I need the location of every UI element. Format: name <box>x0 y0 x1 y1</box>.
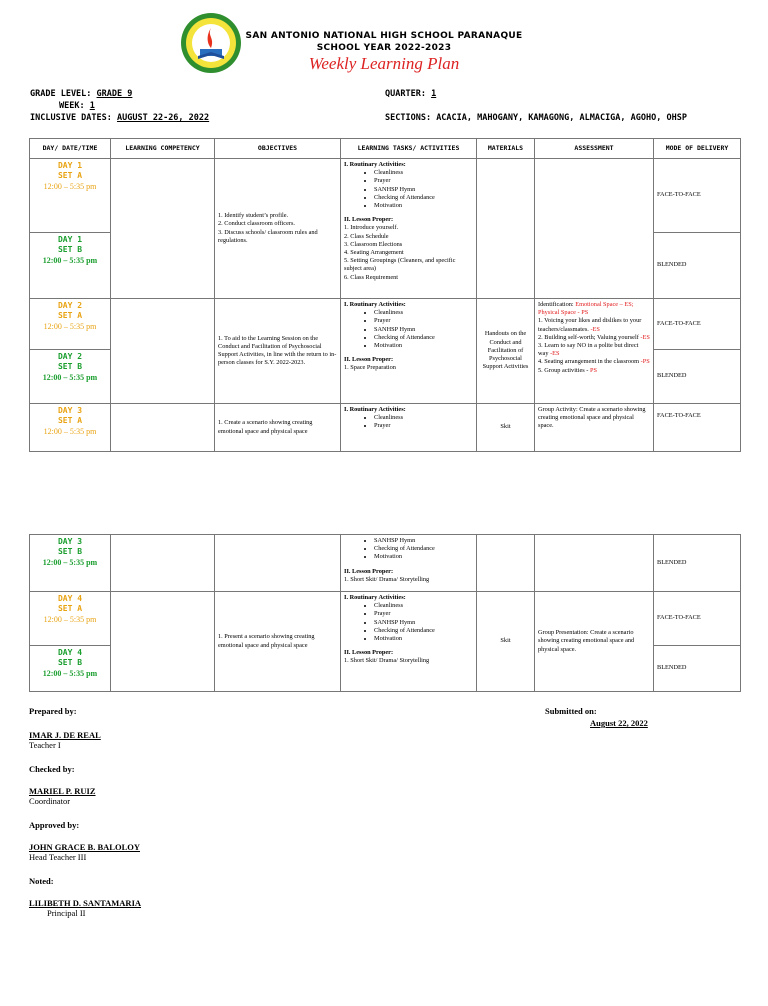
grade-level: GRADE LEVEL: GRADE 9 <box>30 89 133 99</box>
col-header-objectives: OBJECTIVES <box>215 139 341 159</box>
mode-cell: FACE-TO-FACE <box>654 159 741 233</box>
noted-signatory: LILIBETH D. SANTAMARIA Principal II <box>29 898 142 918</box>
competency-cell <box>111 159 215 299</box>
approved-by: Approved by: <box>29 820 80 830</box>
table-row <box>30 535 741 592</box>
mode-cell: BLENDED <box>654 646 741 692</box>
assessment-cell <box>535 535 654 592</box>
tasks-cell: I. Routinary Activities: • Cleanliness • Prayer • SANHSP Hymn • Checking of Attendance • Motivation II. Lesson Proper: 1. Short Skit/ Drama/ Storytelling <box>341 592 477 692</box>
list-item: • SANHSP Hymn <box>374 537 473 545</box>
competency-cell <box>111 299 215 404</box>
noted-by: Noted: <box>29 876 54 886</box>
materials-cell: Handouts on the Conduct and Facilitation of Psychosocial Support Activities <box>477 299 535 404</box>
checked-by: Checked by: <box>29 764 75 774</box>
sections: SECTIONS: ACACIA, MAHOGANY, KAMAGONG, ALMACIGA, AGOHO, OHSP <box>385 113 687 123</box>
competency-cell <box>111 535 215 592</box>
list-item: • Cleanliness <box>374 414 473 422</box>
materials-cell <box>477 159 535 299</box>
quarter: QUARTER: 1 <box>385 89 437 99</box>
competency-cell <box>111 404 215 452</box>
list-item: • Cleanliness <box>374 602 473 610</box>
day-cell-2a: DAY 2 SET A 12:00 – 5:35 pm <box>30 299 111 350</box>
table-row <box>30 404 741 452</box>
list-item: • Checking of Attendance <box>374 334 473 342</box>
tasks-cell: I. Routinary Activities: • Cleanliness • Prayer • SANHSP Hymn • Checking of Attendance • Motivation II. Lesson Proper: 1. Space Preparation <box>341 299 477 404</box>
col-header-competency: LEARNING COMPETENCY <box>111 139 215 159</box>
table-row <box>30 159 741 233</box>
list-item: • Cleanliness <box>374 309 473 317</box>
materials-cell: Skit <box>477 592 535 692</box>
list-item: • SANHSP Hymn <box>374 186 473 194</box>
weekly-plan-table <box>29 138 741 452</box>
list-item: • Prayer <box>374 177 473 185</box>
list-item: • Motivation <box>374 553 473 561</box>
approved-signatory: JOHN GRACE B. BALOLOY Head Teacher III <box>29 842 140 862</box>
objectives-cell: 1. Present a scenario showing creating emotional space and physical space <box>215 592 341 692</box>
col-header-materials: MATERIALS <box>477 139 535 159</box>
day-cell-4b: DAY 4 SET B 12:00 – 5:35 pm <box>30 646 111 692</box>
submitted-date: August 22, 2022 <box>590 718 648 728</box>
list-item: • Prayer <box>374 610 473 618</box>
submitted-on: Submitted on: <box>545 706 597 716</box>
col-header-day: DAY/ DATE/TIME <box>30 139 111 159</box>
assessment-cell: Group Presentation: Create a scenario showing creating emotional space and physical space. <box>535 592 654 692</box>
objectives-cell: 1. Identify student’s profile. 2. Conduct classroom officers. 3. Discuss schools/ classroom rules and regulations. <box>215 159 341 299</box>
mode-cell: BLENDED <box>654 350 741 404</box>
table-row <box>30 299 741 350</box>
school-year: SCHOOL YEAR 2022-2023 <box>316 43 452 53</box>
assessment-cell: Group Activity: Create a scenario showing creating emotional space and physical space. <box>535 404 654 452</box>
day-cell-1b: DAY 1 SET B 12:00 – 5:35 pm <box>30 233 111 299</box>
day-cell-1a: DAY 1 SET A 12:00 – 5:35 pm <box>30 159 111 233</box>
mode-cell: BLENDED <box>654 233 741 299</box>
school-name: SAN ANTONIO NATIONAL HIGH SCHOOL PARANAQUE <box>245 31 523 41</box>
objectives-cell: 1. To aid to the Learning Session on the Conduct and Facilitation of Psychosocial Support Activities, in line with the return to in-person classes for S.Y. 2022-2023. <box>215 299 341 404</box>
mode-cell: FACE-TO-FACE <box>654 404 741 452</box>
day-cell-4a: DAY 4 SET A 12:00 – 5:35 pm <box>30 592 111 646</box>
checked-signatory: MARIEL P. RUIZ Coordinator <box>29 786 96 806</box>
list-item: • Motivation <box>374 202 473 210</box>
list-item: • Cleanliness <box>374 169 473 177</box>
materials-cell <box>477 535 535 592</box>
materials-cell: Skit <box>477 404 535 452</box>
objectives-cell: 1. Create a scenario showing creating emotional space and physical space <box>215 404 341 452</box>
mode-cell: FACE-TO-FACE <box>654 592 741 646</box>
list-item: • Checking of Attendance <box>374 545 473 553</box>
inclusive-dates: INCLUSIVE DATES: AUGUST 22-26, 2022 <box>30 113 210 123</box>
prepared-signatory: IMAR J. DE REAL Teacher I <box>29 730 101 750</box>
list-item: • Checking of Attendance <box>374 627 473 635</box>
mode-cell: FACE-TO-FACE <box>654 299 741 350</box>
plan-title: Weekly Learning Plan <box>308 54 460 73</box>
table-header-row <box>30 139 741 159</box>
tasks-cell: • SANHSP Hymn • Checking of Attendance • Motivation II. Lesson Proper: 1. Short Skit/ Drama/ Storytelling <box>341 535 477 592</box>
week: WEEK: 1 <box>59 101 95 111</box>
assessment-cell <box>535 159 654 299</box>
list-item: • SANHSP Hymn <box>374 619 473 627</box>
list-item: • Motivation <box>374 635 473 643</box>
list-item: • Motivation <box>374 342 473 350</box>
mode-cell: BLENDED <box>654 535 741 592</box>
col-header-mode: MODE OF DELIVERY <box>654 139 741 159</box>
tasks-cell: I. Routinary Activities: • Cleanliness • Prayer <box>341 404 477 452</box>
assessment-cell: Identification: Emotional Space – ES; Physical Space - PS 1. Voicing your likes and dislikes to your teachers/classmates. -ES 2. Building self-worth; Valuing yourself -ES 3. Learn to say NO in a polite but direct way -ES 4. Seating arrangement in the classroom -PS 5. Group activities - PS <box>535 299 654 404</box>
list-item: • Checking of Attendance <box>374 194 473 202</box>
list-item: • Prayer <box>374 317 473 325</box>
prepared-by: Prepared by: <box>29 706 77 716</box>
tasks-cell: I. Routinary Activities: • Cleanliness • Prayer • SANHSP Hymn • Checking of Attendance • Motivation II. Lesson Proper: 1. Introduce yourself. 2. Class Schedule 3. Classroom Elections 4. Seating Arrangement 5. Setting Groupings (Cleaners, and specific subject area) 6. Class Requirement <box>341 159 477 299</box>
day-cell-3b: DAY 3 SET B 12:00 – 5:35 pm <box>30 535 111 592</box>
col-header-assessment: ASSESSMENT <box>535 139 654 159</box>
objectives-cell <box>215 535 341 592</box>
list-item: • Prayer <box>374 422 473 430</box>
list-item: • SANHSP Hymn <box>374 326 473 334</box>
col-header-tasks: LEARNING TASKS/ ACTIVITIES <box>341 139 477 159</box>
table-row <box>30 592 741 646</box>
weekly-plan-table-continued <box>29 534 741 692</box>
competency-cell <box>111 592 215 692</box>
day-cell-2b: DAY 2 SET B 12:00 – 5:35 pm <box>30 350 111 404</box>
day-cell-3a: DAY 3 SET A 12:00 – 5:35 pm <box>30 404 111 452</box>
